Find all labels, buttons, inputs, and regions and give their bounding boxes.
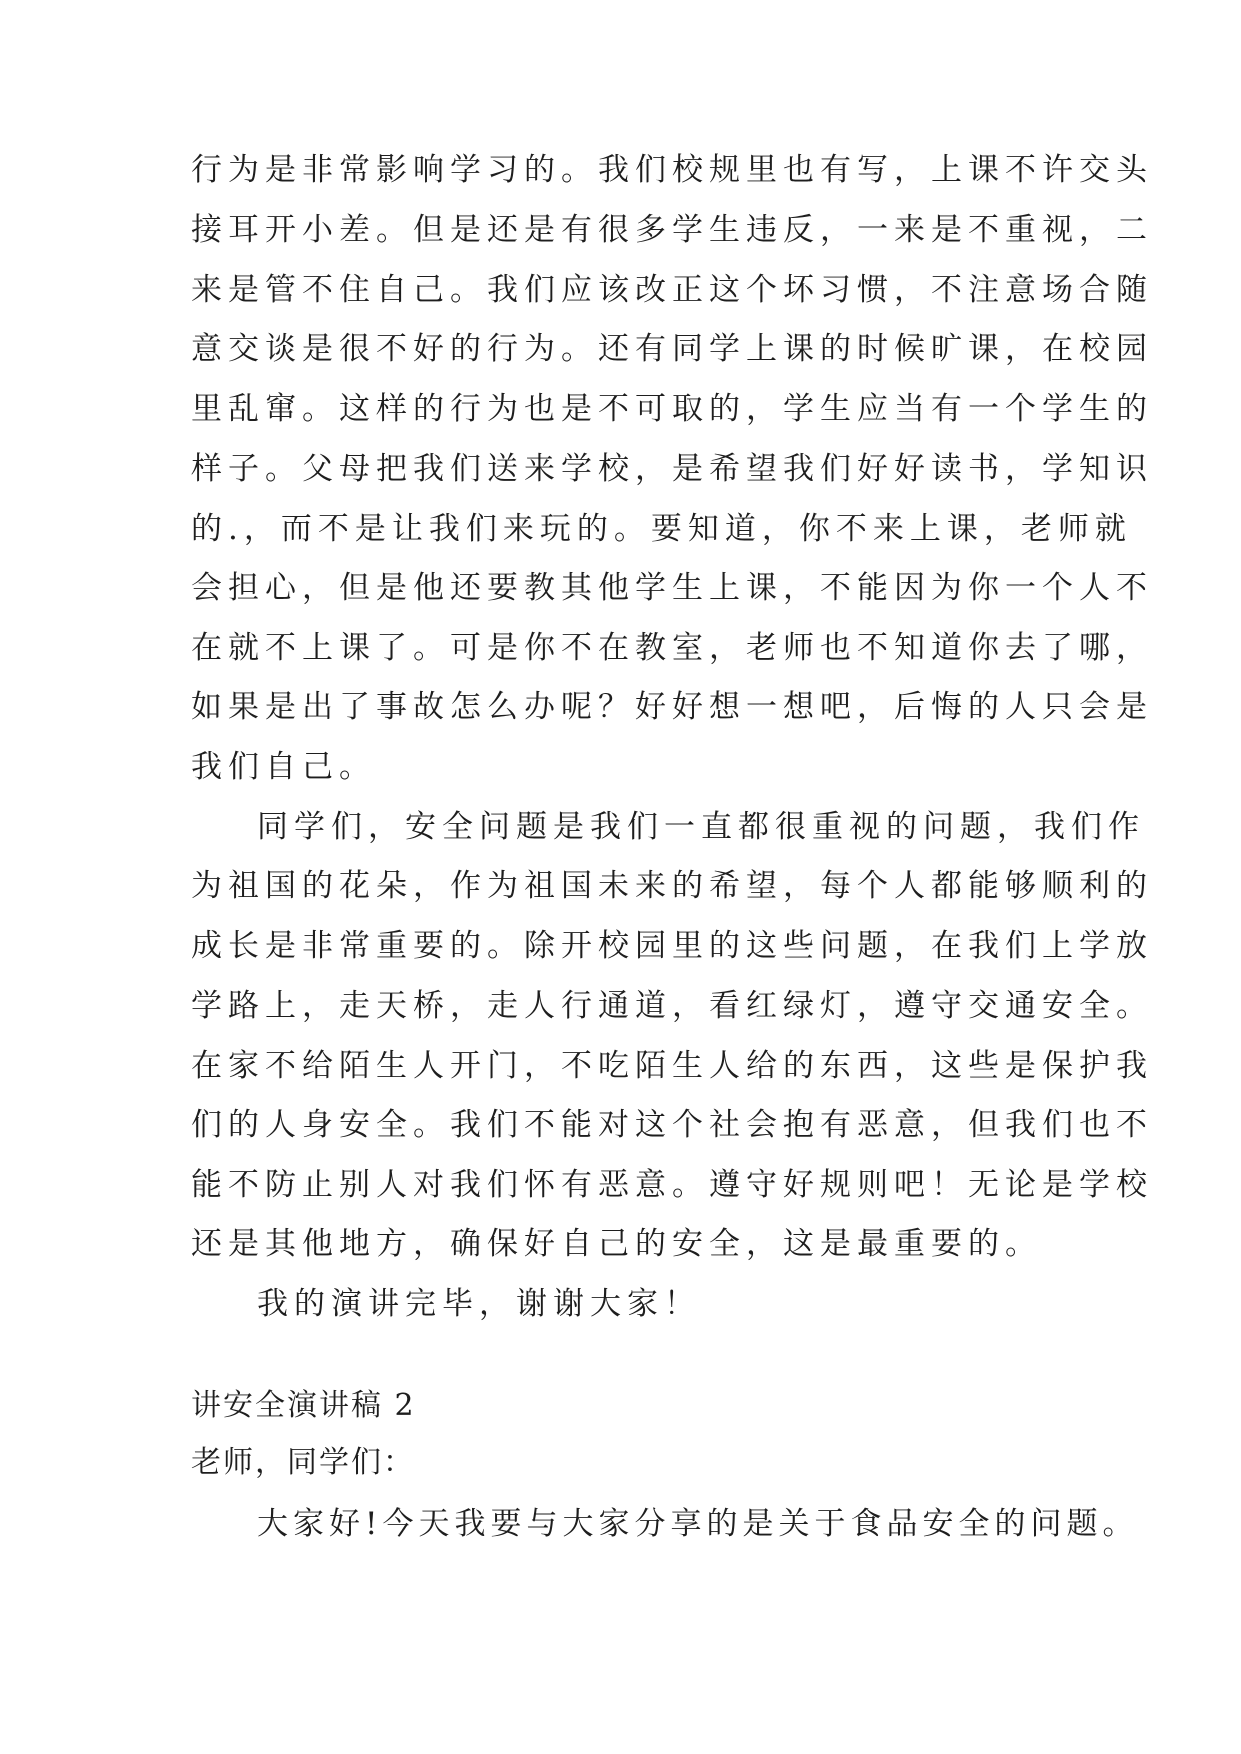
paragraph-line: 们的人身安全。我们不能对这个社会抱有恶意，但我们也不	[191, 1107, 1153, 1143]
paragraph-line: 意交谈是很不好的行为。还有同学上课的时候旷课，在校园	[191, 331, 1153, 367]
opening-line: 大家好!今天我要与大家分享的是关于食品安全的问题。	[257, 1506, 1139, 1542]
paragraph-line: 还是其他地方，确保好自己的安全，这是最重要的。	[191, 1226, 1042, 1262]
paragraph-line: 在就不上课了。可是你不在教室，老师也不知道你去了哪，	[191, 630, 1153, 666]
paragraph-line: 如果是出了事故怎么办呢？好好想一想吧，后悔的人只会是	[191, 689, 1153, 725]
paragraph-line: 能不防止别人对我们怀有恶意。遵守好规则吧！无论是学校	[191, 1167, 1153, 1203]
paragraph-line: 来是管不住自己。我们应该改正这个坏习惯，不注意场合随	[191, 272, 1153, 308]
paragraph-line: 样子。父母把我们送来学校，是希望我们好好读书，学知识	[191, 451, 1153, 487]
paragraph-line: 的.，而不是让我们来玩的。要知道，你不来上课，老师就	[191, 511, 1132, 547]
closing-line: 我的演讲完毕，谢谢大家！	[257, 1286, 701, 1322]
paragraph-line: 为祖国的花朵，作为祖国未来的希望，每个人都能够顺利的	[191, 868, 1153, 904]
section-title: 讲安全演讲稿 2	[191, 1388, 416, 1423]
paragraph-line: 学路上，走天桥，走人行通道，看红绿灯，遵守交通安全。	[191, 988, 1153, 1024]
paragraph-line: 我们自己。	[191, 749, 376, 785]
paragraph-line: 成长是非常重要的。除开校园里的这些问题，在我们上学放	[191, 928, 1153, 964]
paragraph-line: 接耳开小差。但是还是有很多学生违反，一来是不重视，二	[191, 212, 1153, 248]
paragraph-line: 行为是非常影响学习的。我们校规里也有写，上课不许交头	[191, 152, 1153, 188]
paragraph-line: 会担心，但是他还要教其他学生上课，不能因为你一个人不	[191, 570, 1153, 606]
greeting-line: 老师，同学们：	[191, 1445, 415, 1480]
paragraph-line: 同学们，安全问题是我们一直都很重视的问题，我们作	[257, 809, 1145, 845]
paragraph-line: 在家不给陌生人开门，不吃陌生人给的东西，这些是保护我	[191, 1048, 1153, 1084]
paragraph-line: 里乱窜。这样的行为也是不可取的，学生应当有一个学生的	[191, 391, 1153, 427]
